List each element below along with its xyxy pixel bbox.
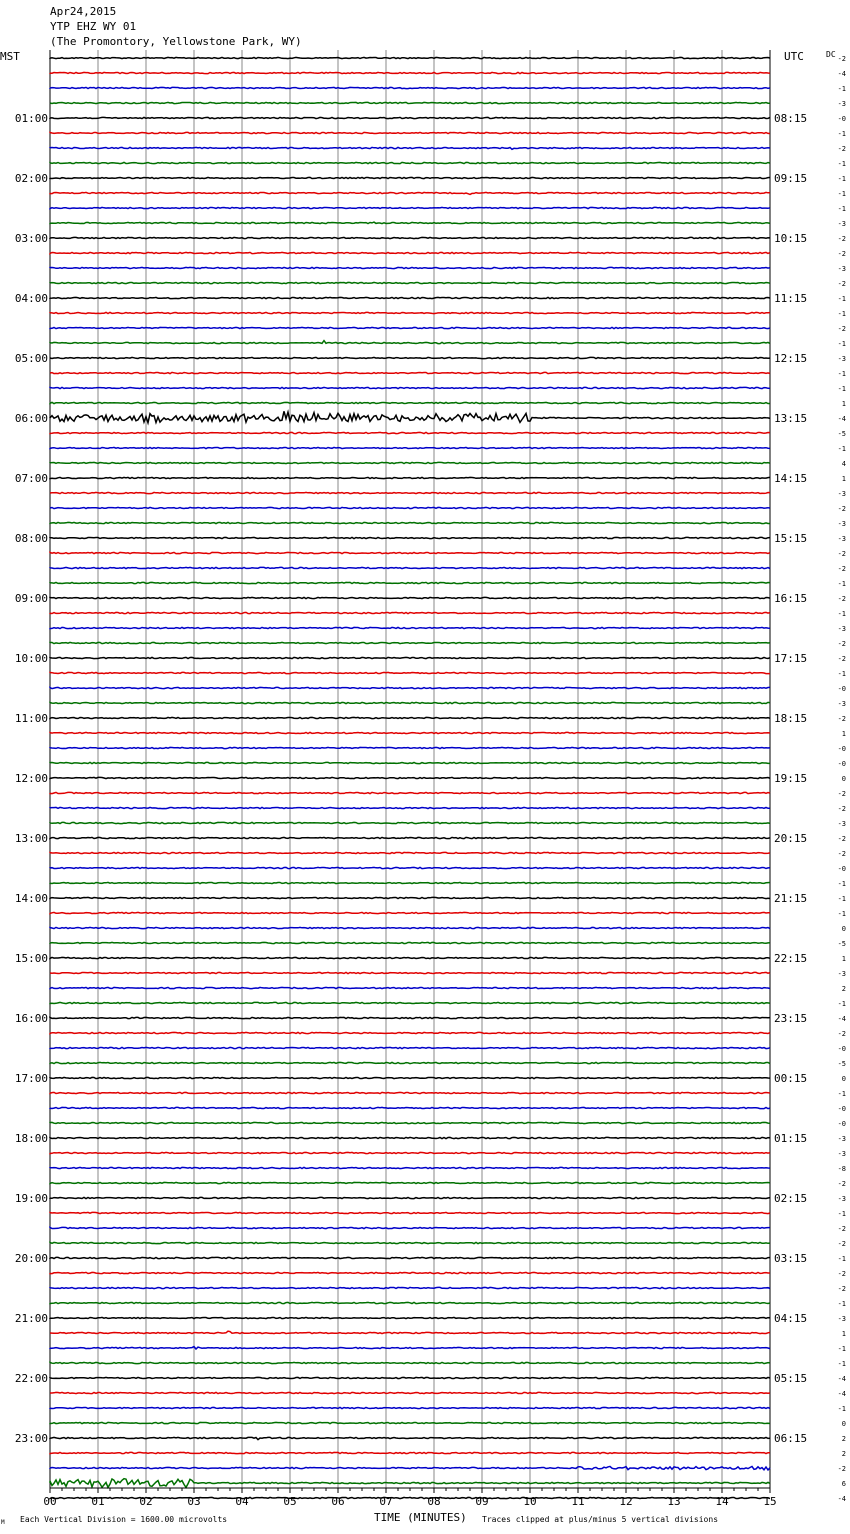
- x-tick-label: 15: [763, 1495, 777, 1508]
- seismic-trace: [50, 1077, 770, 1078]
- dc-offset-label: -2: [837, 1270, 846, 1278]
- seismic-trace: [50, 102, 770, 103]
- seismic-trace: [50, 1257, 770, 1258]
- dc-offset-label: 0: [841, 775, 846, 783]
- dc-offset-label: -3: [837, 625, 846, 633]
- right-hour-label: 13:15: [774, 412, 808, 425]
- seismic-trace: [50, 732, 770, 733]
- seismic-trace: [50, 522, 770, 523]
- seismic-trace: [50, 1032, 770, 1033]
- dc-offset-label: -0: [837, 865, 846, 873]
- left-hour-label: 06:00: [14, 412, 48, 425]
- right-hour-label: 23:15: [774, 1012, 808, 1025]
- x-tick-label: 13: [667, 1495, 681, 1508]
- right-hour-label: 11:15: [774, 292, 808, 305]
- seismic-trace: [50, 462, 770, 463]
- left-hour-label: 20:00: [14, 1252, 48, 1265]
- left-hour-label: 04:00: [14, 292, 48, 305]
- seismic-trace: [50, 942, 770, 943]
- left-hour-label: 05:00: [14, 352, 48, 365]
- dc-offset-label: -1: [837, 295, 846, 303]
- dc-offset-label: -1: [837, 1000, 846, 1008]
- left-hour-label: 08:00: [14, 532, 48, 545]
- dc-offset-label: -2: [837, 250, 846, 258]
- dc-offset-label: -3: [837, 1135, 846, 1143]
- seismic-trace: [50, 192, 770, 194]
- dc-offset-label: -4: [837, 1495, 846, 1503]
- seismic-trace: [50, 222, 770, 224]
- seismic-trace: [50, 1227, 770, 1228]
- seismic-trace: [50, 1362, 770, 1363]
- seismic-trace: [50, 972, 770, 973]
- seismic-trace: [50, 372, 770, 373]
- right-hour-label: 04:15: [774, 1312, 808, 1325]
- dc-offset-label: -1: [837, 670, 846, 678]
- seismic-trace: [50, 1017, 770, 1018]
- seismic-trace: [50, 582, 770, 583]
- dc-offset-label: -3: [837, 535, 846, 543]
- seismic-trace: [50, 1422, 770, 1423]
- dc-offset-label: 2: [841, 985, 846, 993]
- seismic-trace: [50, 717, 770, 718]
- seismic-trace: [50, 852, 770, 853]
- seismic-trace: [50, 207, 770, 208]
- seismic-trace: [50, 882, 770, 883]
- seismic-trace: [50, 312, 770, 313]
- seismic-trace: [50, 387, 770, 388]
- dc-offset-label: -2: [837, 280, 846, 288]
- seismic-trace: [50, 341, 770, 344]
- seismic-trace: [50, 267, 770, 268]
- left-hour-label: 17:00: [14, 1072, 48, 1085]
- dc-offset-label: -1: [837, 910, 846, 918]
- seismic-trace: [50, 177, 770, 178]
- seismic-trace: [50, 72, 770, 73]
- seismic-trace: [50, 822, 770, 823]
- seismic-trace: [50, 1497, 770, 1498]
- seismic-trace: [50, 237, 770, 238]
- dc-offset-label: -1: [837, 175, 846, 183]
- seismic-trace: [50, 297, 770, 298]
- dc-offset-label: -3: [837, 490, 846, 498]
- right-hour-label: 16:15: [774, 592, 808, 605]
- dc-label: DC: [826, 50, 836, 59]
- seismic-trace: [50, 132, 770, 133]
- seismic-trace: [50, 1092, 770, 1093]
- seismic-trace: [50, 1152, 770, 1153]
- station-location: (The Promontory, Yellowstone Park, WY): [50, 35, 302, 48]
- seismic-trace: [50, 537, 770, 538]
- seismic-trace: [50, 1317, 770, 1318]
- dc-offset-label: -2: [837, 1180, 846, 1188]
- scale-note: Each Vertical Division = 1600.00 microvolts: [20, 1515, 228, 1524]
- dc-offset-label: -1: [837, 85, 846, 93]
- dc-offset-label: 2: [841, 1450, 846, 1458]
- dc-offset-label: -2: [837, 550, 846, 558]
- dc-offset-label: -2: [837, 505, 846, 513]
- dc-offset-label: -4: [837, 1390, 846, 1398]
- dc-offset-label: -2: [837, 145, 846, 153]
- seismic-trace: [50, 552, 770, 553]
- dc-offset-label: -0: [837, 1120, 846, 1128]
- dc-offset-label: 2: [841, 1435, 846, 1443]
- seismic-trace: [50, 1272, 770, 1273]
- seismic-trace: [50, 1331, 770, 1333]
- dc-offset-label: 1: [841, 955, 846, 963]
- seismic-trace: [50, 747, 770, 748]
- seismic-trace: [50, 897, 770, 898]
- dc-offset-label: 1: [841, 475, 846, 483]
- seismic-trace: [50, 762, 770, 763]
- dc-offset-label: -1: [837, 880, 846, 888]
- seismic-trace: [50, 612, 770, 613]
- right-hour-label: 22:15: [774, 952, 808, 965]
- seismic-trace: [50, 1062, 770, 1063]
- dc-offset-label: -5: [837, 430, 846, 438]
- seismic-trace: [50, 357, 770, 358]
- seismic-trace: [50, 477, 770, 478]
- seismic-trace: [50, 1479, 770, 1488]
- dc-offset-label: -0: [837, 1105, 846, 1113]
- left-hour-label: 07:00: [14, 472, 48, 485]
- dc-offset-label: -1: [837, 385, 846, 393]
- dc-offset-label: -1: [837, 610, 846, 618]
- seismic-trace: [50, 807, 770, 808]
- seismic-trace: [50, 1392, 770, 1393]
- dc-offset-label: -1: [837, 205, 846, 213]
- x-tick-label: 14: [715, 1495, 729, 1508]
- left-hour-label: 12:00: [14, 772, 48, 785]
- left-timezone: MST: [0, 50, 20, 63]
- dc-offset-label: -1: [837, 1090, 846, 1098]
- seismic-trace: [50, 1347, 770, 1349]
- dc-offset-label: -2: [837, 1465, 846, 1473]
- seismic-trace: [50, 1466, 770, 1470]
- dc-offset-label: 0: [841, 1075, 846, 1083]
- seismic-trace: [50, 1302, 770, 1303]
- right-hour-label: 20:15: [774, 832, 808, 845]
- seismic-trace: [50, 987, 770, 988]
- x-tick-label: 11: [571, 1495, 585, 1508]
- seismic-trace: [50, 402, 770, 403]
- dc-offset-label: -0: [837, 115, 846, 123]
- dc-offset-label: -2: [837, 565, 846, 573]
- seismic-trace: [50, 282, 770, 283]
- seismic-trace: [50, 117, 770, 118]
- seismic-trace: [50, 411, 770, 423]
- x-tick-label: 12: [619, 1495, 633, 1508]
- dc-offset-label: -3: [837, 820, 846, 828]
- dc-offset-label: -1: [837, 1300, 846, 1308]
- dc-offset-label: -2: [837, 1030, 846, 1038]
- dc-offset-label: -4: [837, 1015, 846, 1023]
- dc-offset-label: -4: [837, 415, 846, 423]
- seismic-trace: [50, 837, 770, 838]
- dc-offset-label: -2: [837, 1285, 846, 1293]
- left-hour-label: 01:00: [14, 112, 48, 125]
- clip-note: Traces clipped at plus/minus 5 vertical divisions: [482, 1515, 719, 1524]
- left-hour-label: 19:00: [14, 1192, 48, 1205]
- seismic-trace: [50, 1122, 770, 1123]
- dc-offset-label: 0: [841, 925, 846, 933]
- left-hour-label: 14:00: [14, 892, 48, 905]
- left-hour-label: 09:00: [14, 592, 48, 605]
- station-code: YTP EHZ WY 01: [50, 20, 137, 33]
- x-tick-label: 01: [91, 1495, 105, 1508]
- x-tick-label: 07: [379, 1495, 393, 1508]
- dc-offset-label: 1: [841, 400, 846, 408]
- dc-offset-label: -1: [837, 1405, 846, 1413]
- dc-offset-label: -0: [837, 760, 846, 768]
- right-hour-label: 02:15: [774, 1192, 808, 1205]
- seismic-trace: [50, 1182, 770, 1183]
- dc-offset-label: -2: [837, 805, 846, 813]
- dc-offset-label: -1: [837, 895, 846, 903]
- right-hour-label: 08:15: [774, 112, 808, 125]
- dc-offset-label: -1: [837, 1255, 846, 1263]
- seismic-trace: [50, 1452, 770, 1453]
- corner-mark: M: [1, 1519, 5, 1526]
- dc-offset-label: 1: [841, 730, 846, 738]
- seismic-trace: [50, 912, 770, 913]
- dc-offset-label: 6: [841, 1480, 846, 1488]
- dc-offset-label: -2: [837, 850, 846, 858]
- seismic-trace: [50, 792, 770, 793]
- dc-offset-label: -1: [837, 1210, 846, 1218]
- dc-offset-label: -2: [837, 325, 846, 333]
- dc-offset-label: -2: [837, 655, 846, 663]
- right-hour-label: 14:15: [774, 472, 808, 485]
- seismic-trace: [50, 672, 770, 673]
- seismic-trace: [50, 627, 770, 628]
- dc-offset-label: -1: [837, 445, 846, 453]
- left-hour-label: 22:00: [14, 1372, 48, 1385]
- x-tick-label: 05: [283, 1495, 297, 1508]
- seismic-trace: [50, 252, 770, 253]
- right-hour-label: 06:15: [774, 1432, 808, 1445]
- left-hour-label: 11:00: [14, 712, 48, 725]
- dc-offset-label: -2: [837, 640, 846, 648]
- x-tick-label: 02: [139, 1495, 153, 1508]
- seismic-trace: [50, 567, 770, 568]
- left-hour-label: 21:00: [14, 1312, 48, 1325]
- dc-offset-label: 4: [841, 460, 846, 468]
- dc-offset-label: -3: [837, 1315, 846, 1323]
- dc-offset-label: -4: [837, 70, 846, 78]
- seismic-trace: [50, 432, 770, 433]
- seismic-trace: [50, 1287, 770, 1288]
- seismic-trace: [50, 1107, 770, 1108]
- right-timezone: UTC: [784, 50, 804, 63]
- seismic-trace: [50, 1197, 770, 1198]
- seismic-trace: [50, 162, 770, 163]
- left-hour-label: 18:00: [14, 1132, 48, 1145]
- left-hour-label: 10:00: [14, 652, 48, 665]
- x-tick-label: 09: [475, 1495, 489, 1508]
- left-hour-label: 15:00: [14, 952, 48, 965]
- right-hour-label: 09:15: [774, 172, 808, 185]
- seismic-trace: [50, 492, 770, 493]
- seismic-trace: [50, 687, 770, 688]
- seismic-trace: [50, 1137, 770, 1138]
- seismic-trace: [50, 1167, 770, 1168]
- dc-offset-label: -3: [837, 355, 846, 363]
- dc-offset-label: -1: [837, 1360, 846, 1368]
- dc-offset-label: -0: [837, 745, 846, 753]
- seismic-trace: [50, 1377, 770, 1378]
- x-tick-label: 08: [427, 1495, 441, 1508]
- seismic-trace: [50, 1242, 770, 1243]
- dc-offset-label: -8: [837, 1165, 846, 1173]
- dc-offset-label: -3: [837, 1150, 846, 1158]
- seismic-trace: [50, 1212, 770, 1213]
- seismic-trace: [50, 147, 770, 149]
- dc-offset-label: -5: [837, 1060, 846, 1068]
- dc-offset-label: -2: [837, 235, 846, 243]
- dc-offset-label: -3: [837, 265, 846, 273]
- seismic-trace: [50, 702, 770, 703]
- dc-offset-label: -5: [837, 940, 846, 948]
- left-hour-label: 03:00: [14, 232, 48, 245]
- dc-offset-label: -3: [837, 220, 846, 228]
- seismic-trace: [50, 597, 770, 598]
- seismic-trace: [50, 447, 770, 448]
- dc-offset-label: -1: [837, 340, 846, 348]
- dc-offset-label: -0: [837, 1045, 846, 1053]
- right-hour-label: 01:15: [774, 1132, 808, 1145]
- dc-offset-label: -3: [837, 700, 846, 708]
- right-hour-label: 05:15: [774, 1372, 808, 1385]
- dc-offset-label: -2: [837, 790, 846, 798]
- dc-offset-label: -0: [837, 685, 846, 693]
- dc-offset-label: -1: [837, 580, 846, 588]
- dc-offset-label: -3: [837, 520, 846, 528]
- seismic-trace: [50, 87, 770, 88]
- left-hour-label: 16:00: [14, 1012, 48, 1025]
- dc-offset-label: -2: [837, 55, 846, 63]
- right-hour-label: 15:15: [774, 532, 808, 545]
- dc-offset-label: -1: [837, 310, 846, 318]
- seismic-trace: [50, 1437, 770, 1439]
- dc-offset-label: -1: [837, 190, 846, 198]
- right-hour-label: 19:15: [774, 772, 808, 785]
- dc-offset-label: -1: [837, 1345, 846, 1353]
- left-hour-label: 13:00: [14, 832, 48, 845]
- x-tick-label: 04: [235, 1495, 249, 1508]
- seismic-trace: [50, 507, 770, 508]
- chart-date: Apr24,2015: [50, 5, 117, 18]
- x-tick-label: 10: [523, 1495, 537, 1508]
- seismic-trace: [50, 927, 770, 928]
- dc-offset-label: -2: [837, 1225, 846, 1233]
- dc-offset-label: 0: [841, 1420, 846, 1428]
- seismic-trace: [50, 57, 770, 58]
- dc-offset-label: -1: [837, 160, 846, 168]
- right-hour-label: 12:15: [774, 352, 808, 365]
- left-hour-label: 02:00: [14, 172, 48, 185]
- dc-offset-label: -2: [837, 835, 846, 843]
- dc-offset-label: -2: [837, 715, 846, 723]
- dc-offset-label: -3: [837, 970, 846, 978]
- x-tick-label: 00: [43, 1495, 57, 1508]
- right-hour-label: 18:15: [774, 712, 808, 725]
- right-hour-label: 17:15: [774, 652, 808, 665]
- dc-offset-label: -1: [837, 370, 846, 378]
- right-hour-label: 10:15: [774, 232, 808, 245]
- seismic-trace: [50, 1407, 770, 1408]
- dc-offset-label: 1: [841, 1330, 846, 1338]
- seismic-trace: [50, 327, 770, 328]
- seismic-trace: [50, 957, 770, 958]
- left-hour-label: 23:00: [14, 1432, 48, 1445]
- dc-offset-label: -1: [837, 130, 846, 138]
- seismic-trace: [50, 1047, 770, 1048]
- right-hour-label: 00:15: [774, 1072, 808, 1085]
- x-tick-label: 06: [331, 1495, 345, 1508]
- seismic-trace: [50, 642, 770, 643]
- seismic-trace: [50, 1002, 770, 1003]
- seismic-trace: [50, 657, 770, 658]
- right-hour-label: 21:15: [774, 892, 808, 905]
- right-hour-label: 03:15: [774, 1252, 808, 1265]
- dc-offset-label: -2: [837, 595, 846, 603]
- dc-offset-label: -3: [837, 100, 846, 108]
- x-tick-label: 03: [187, 1495, 201, 1508]
- x-axis-title: TIME (MINUTES): [374, 1511, 467, 1524]
- seismic-trace: [50, 867, 770, 868]
- dc-offset-label: -3: [837, 1195, 846, 1203]
- dc-offset-label: -4: [837, 1375, 846, 1383]
- seismic-trace: [50, 777, 770, 778]
- dc-offset-label: -2: [837, 1240, 846, 1248]
